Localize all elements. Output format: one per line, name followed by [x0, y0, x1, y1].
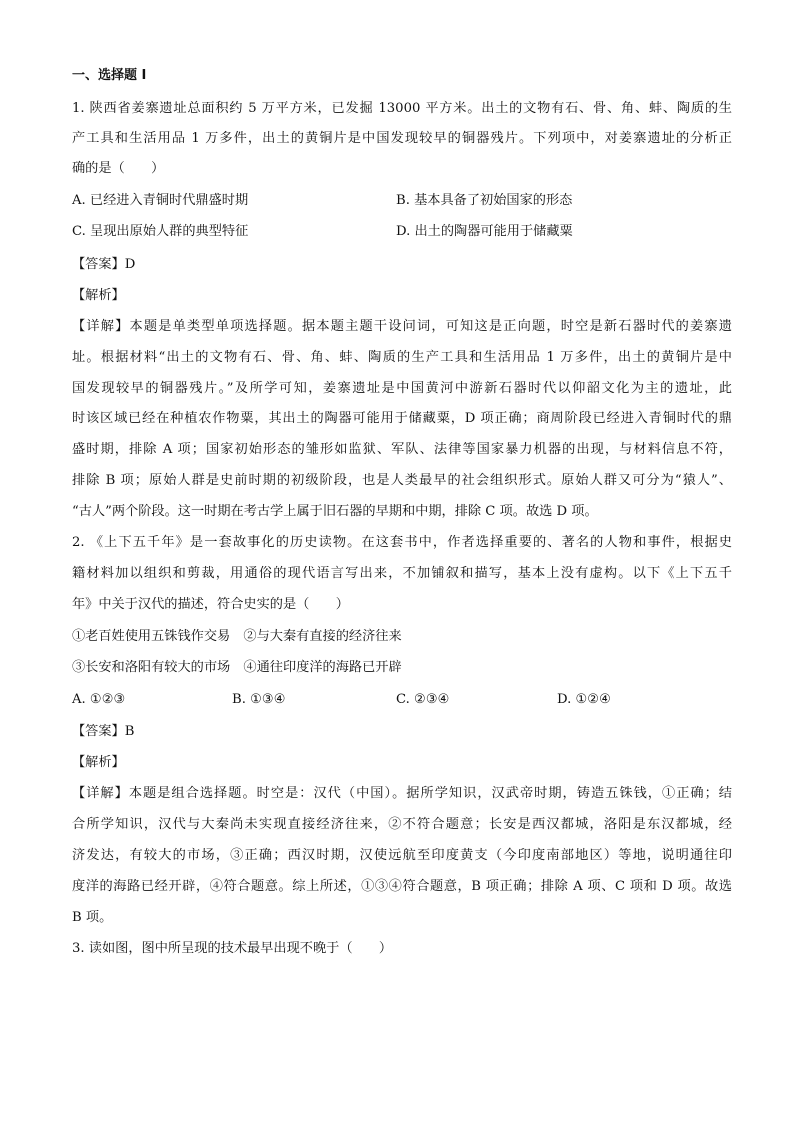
- q1-option-d: D. 出土的陶器可能用于储藏粟: [396, 224, 573, 239]
- q2-detail-line-5: B 项。: [72, 910, 113, 925]
- q1-stem-line-1: 1. 陕西省姜寨遗址总面积约 5 万平方米，已发掘 13000 平方米。出土的文物有石、骨、角、蚌、陶质的生: [72, 101, 732, 116]
- q2-detail-line-2: 合所学知识，汉代与大秦尚未实现直接经济往来，②不符合题意；长安是西汉都城，洛阳是东汉都城，经: [72, 817, 732, 832]
- q1-detail-line-5: 盛时期，排除 A 项；国家初始形态的雏形如监狱、军队、法律等国家暴力机器的出现，与材料信息不符，: [72, 442, 732, 457]
- q1-option-c: C. 呈现出原始人群的典型特征: [72, 224, 249, 239]
- q2-detail-line-3: 济发达，有较大的市场，③正确；西汉时期，汉使远航至印度黄支（今印度南部地区）等地，说明通往印: [72, 848, 732, 863]
- q2-option-d: D. ①②④: [557, 692, 611, 707]
- q1-analysis-label: 【解析】: [72, 288, 125, 303]
- section-title: 一、选择题 I: [72, 68, 147, 83]
- q1-detail-line-7: “古人”两个阶段。这一时期在考古学上属于旧石器的早期和中期，排除 C 项。故选 D 项。: [72, 504, 598, 519]
- q2-stem-line-3: 年》中关于汉代的描述，符合史实的是（ ）: [72, 597, 349, 612]
- q1-detail-line-1: 【详解】本题是单类型单项选择题。据本题主题干设问词，可知这是正向题，时空是新石器时代的姜寨遗: [72, 319, 732, 334]
- q1-answer: 【答案】D: [72, 257, 136, 272]
- q2-option-b: B. ①③④: [232, 692, 286, 707]
- q2-stem-line-1: 2. 《上下五千年》是一套故事化的历史读物。在这套书中，作者选择重要的、著名的人物和事件，根据史: [72, 535, 732, 550]
- q1-option-a: A. 已经进入青铜时代鼎盛时期: [72, 193, 249, 208]
- q3-stem-line-1: 3. 读如图，图中所呈现的技术最早出现不晚于（ ）: [72, 941, 393, 956]
- q1-detail-line-2: 址。根据材料“出土的文物有石、骨、角、蚌、陶质的生产工具和生活用品 1 万多件，出土的黄铜片是中: [72, 350, 732, 365]
- q1-detail-line-4: 时该区域已经在种植农作物粟，其出土的陶器可能用于储藏粟，D 项正确；商周阶段已经进入青铜时代的鼎: [72, 411, 732, 426]
- q1-detail-line-6: 排除 B 项；原始人群是史前时期的初级阶段，也是人类最早的社会组织形式。原始人群又可分为“猿人”、: [72, 473, 732, 488]
- q1-stem-line-2: 产工具和生活用品 1 万多件，出土的黄铜片是中国发现较早的铜器残片。下列项中，对姜寨遗址的分析正: [72, 131, 732, 146]
- q2-option-a: A. ①②③: [72, 692, 126, 707]
- q2-statements-line-1: ①老百姓使用五铢钱作交易 ②与大秦有直接的经济往来: [72, 629, 402, 644]
- q1-stem-line-3: 确的是（ ）: [72, 161, 165, 176]
- q2-stem-line-2: 籍材料加以组织和剪裁，用通俗的现代语言写出来，不加铺叙和描写，基本上没有虚构。以下《上下五千: [72, 566, 732, 581]
- q1-option-b: B. 基本具备了初始国家的形态: [396, 193, 573, 208]
- q2-analysis-label: 【解析】: [72, 755, 125, 770]
- q2-detail-line-4: 度洋的海路已经开辟，④符合题意。综上所述，①③④符合题意，B 项正确；排除 A 项、C 项和 D 项。故选: [72, 879, 732, 894]
- q2-answer: 【答案】B: [72, 724, 135, 739]
- q2-detail-line-1: 【详解】本题是组合选择题。时空是：汉代（中国）。据所学知识，汉武帝时期，铸造五铢钱，①正确；结: [72, 786, 732, 801]
- q1-detail-line-3: 国发现较早的铜器残片。”及所学可知，姜寨遗址是中国黄河中游新石器时代以仰韶文化为主的遗址，此: [72, 381, 732, 396]
- q2-option-c: C. ②③④: [396, 692, 450, 707]
- q2-statements-line-2: ③长安和洛阳有较大的市场 ④通往印度洋的海路已开辟: [72, 660, 402, 675]
